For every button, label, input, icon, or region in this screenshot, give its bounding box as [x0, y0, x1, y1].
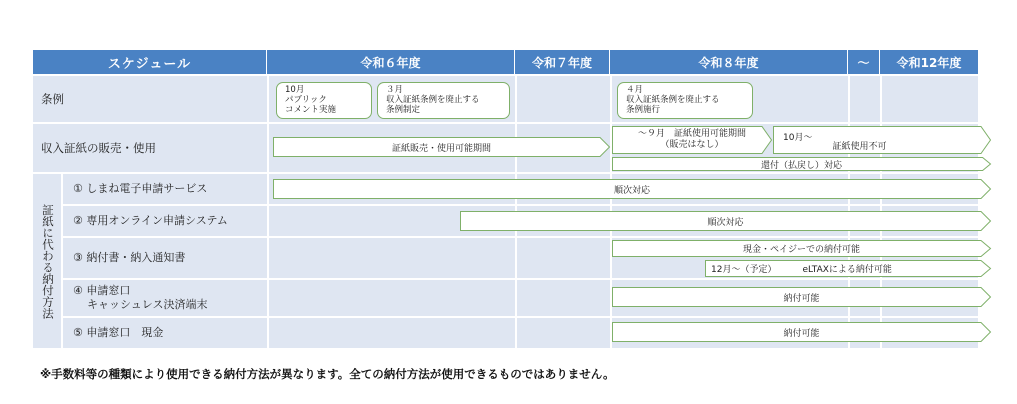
arrow-online-label: 順次対応 [707, 217, 744, 228]
arrow-online [460, 211, 991, 231]
arrow-cashless [612, 287, 991, 307]
arrow-until-september-line1: ～９月 証紙使用可能期間 [637, 129, 746, 139]
row-label-payslip: ③ 納付書・納入通知書 [63, 238, 267, 278]
header-schedule: スケジュール [33, 50, 267, 74]
note-abolish-enact-line1: ３月 [386, 85, 404, 95]
arrow-refund [612, 157, 991, 171]
note-abolish-enact-line3: 条例制定 [386, 105, 421, 115]
arrow-eltax-date: 12月～（予定） [711, 265, 777, 275]
note-abolish-enforce-line3: 条例施行 [626, 105, 661, 115]
header-reiwa6: 令和６年度 [267, 50, 515, 74]
note-public-comment [276, 82, 372, 119]
arrow-until-september-line2: （販売はなし） [660, 140, 724, 150]
arrow-oct-from: 10月～ [783, 132, 813, 143]
note-abolish-enforce-line1: ４月 [626, 85, 644, 95]
header-tilde: ～ [848, 50, 880, 74]
arrow-sales-period-label: 証紙販売・使用可能期間 [391, 143, 491, 154]
row-label-cashless-line2: キャッシュレス決済端末 [87, 298, 208, 311]
arrow-cash-payeasy-label: 現金・ペイジーでの納付可能 [742, 245, 860, 255]
note-abolish-enact [377, 82, 510, 119]
arrow-cash-label: 納付可能 [783, 328, 820, 339]
arrow-stamp-unusable [773, 126, 991, 154]
note-abolish-enforce [617, 82, 753, 119]
note-abolish-enact-line2: 収入証紙条例を廃止する [386, 95, 480, 105]
header-reiwa12: 令和12年度 [880, 50, 978, 74]
arrow-cash-payeasy [612, 240, 991, 257]
arrow-until-september [612, 126, 772, 154]
note-public-comment-line2: パブリック [285, 95, 327, 105]
arrow-cashless-label: 納付可能 [783, 293, 820, 304]
note-abolish-enforce-line2: 収入証紙条例を廃止する [626, 95, 720, 105]
row-label-online: ② 専用オンライン申請システム [63, 206, 267, 236]
arrow-eltax-text: eLTAXによる納付可能 [802, 265, 892, 275]
arrow-stamp-unusable-label [773, 126, 1001, 154]
row-label-stamp-sales: 収入証紙の販売・使用 [41, 141, 156, 155]
arrow-until-september-label [612, 126, 772, 154]
note-public-comment-line3: コメント実施 [285, 105, 337, 115]
header-reiwa7: 令和７年度 [515, 50, 610, 74]
header-reiwa8: 令和８年度 [610, 50, 848, 74]
footnote: ※手数料等の種類により使用できる納付方法が異なります。全ての納付方法が使用できるものではありません。 [40, 367, 615, 381]
arrow-unusable-text: 証紙使用不可 [832, 141, 887, 152]
row-label-cashless [63, 280, 267, 316]
arrow-shimane [273, 179, 991, 199]
arrow-eltax-label [705, 260, 997, 277]
arrow-sales-period [273, 137, 610, 157]
arrow-eltax [705, 260, 991, 277]
row-label-ordinance: 条例 [41, 92, 64, 106]
col-divider [267, 76, 269, 348]
note-public-comment-line1: 10月 [285, 85, 305, 95]
row-label-cashless-line1: ④ 申請窓口 [73, 284, 131, 297]
arrow-shimane-label: 順次対応 [613, 185, 650, 196]
arrow-refund-label: 還付（払戻し）対応 [760, 160, 842, 171]
arrow-cash [612, 322, 991, 342]
row-label-shimane: ① しまね電子申請サービス [63, 174, 267, 204]
row-label-cash: ⑤ 申請窓口 現金 [63, 318, 267, 348]
row-group-label-alternative-payment: 証紙に代わる納付方法 [41, 203, 55, 319]
